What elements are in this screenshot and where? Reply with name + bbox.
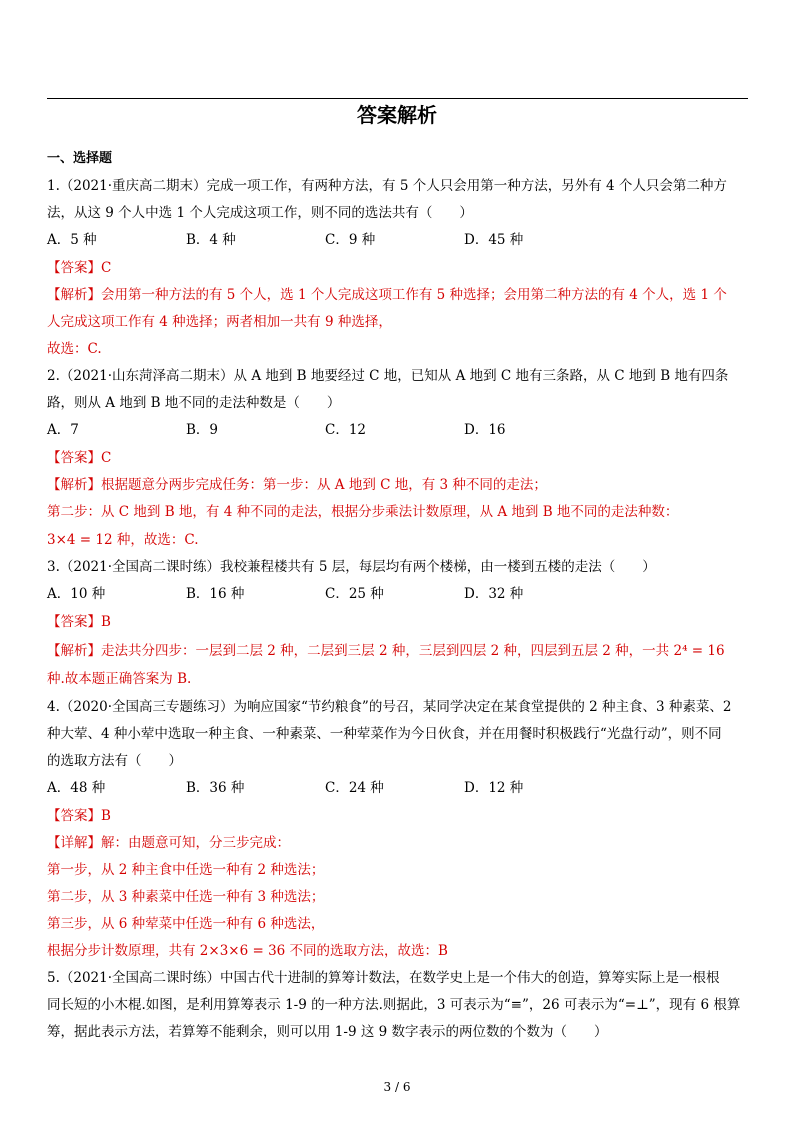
q1-text-line2: 法，从这 9 个人中选 1 个人完成这项工作，则不同的选法共有（ ）: [47, 205, 473, 221]
header-rule: [47, 98, 748, 99]
q4-explanation-line5: 根据分步计数原理，共有 2×3×6 = 36 不同的选取方法，故选：B: [47, 943, 448, 959]
q1-explanation-line2: 人完成这项工作有 4 种选择；两者相加一共有 9 种选择，: [47, 314, 392, 330]
q2-explanation-line3: 3×4 = 12 种，故选：C.: [47, 532, 199, 548]
q3-option-b: B．16 种: [186, 586, 245, 602]
q1-option-a: A．5 种: [47, 232, 97, 248]
q4-explanation-line4: 第三步，从 6 种荤菜中任选一种有 6 种选法，: [47, 916, 325, 932]
q4-explanation-line2: 第一步，从 2 种主食中任选一种有 2 种选法；: [47, 862, 325, 878]
q3-explanation-line2: 种.故本题正确答案为 B.: [47, 671, 192, 687]
q2-option-d: D．16: [464, 422, 506, 438]
q2-text-line1: 2.（2021·山东菏泽高二期末）从 A 地到 B 地要经过 C 地，已知从 A 地到 C 地有三条路，从 C 地到 B 地有四条: [47, 368, 729, 384]
q4-explanation-line3: 第二步，从 3 种素菜中任选一种有 3 种选法；: [47, 889, 325, 905]
q3-option-d: D．32 种: [464, 586, 524, 602]
q2-text-line2: 路，则从 A 地到 B 地不同的走法种数是（ ）: [47, 395, 341, 411]
q1-explanation-line1: 【解析】会用第一种方法的有 5 个人，选 1 个人完成这项工作有 5 种选择；会用第二种方法的有 4 个人，选 1 个: [47, 287, 727, 303]
q4-text-line2: 种大荤、4 种小荤中选取一种主食、一种素菜、一种荤菜作为今日伙食，并在用餐时积极践行“光盘行动”，则不同: [47, 726, 722, 742]
q2-explanation-line2: 第二步：从 C 地到 B 地，有 4 种不同的走法，根据分步乘法计数原理，从 A 地到 B 地不同的走法种数：: [47, 504, 679, 520]
q2-option-c: C．12: [325, 422, 367, 438]
q1-explanation-line3: 故选：C.: [47, 341, 102, 357]
q4-text-line3: 的选取方法有（ ）: [47, 753, 182, 769]
q4-option-b: B．36 种: [186, 780, 245, 796]
q4-answer: 【答案】B: [47, 808, 111, 824]
page-title: 答案解析: [357, 103, 437, 127]
q5-text-line3: 筹，据此表示方法，若算筹不能剩余，则可以用 1-9 这 9 数字表示的两位数的个数为（ ）: [47, 1024, 608, 1040]
q3-answer: 【答案】B: [47, 614, 111, 630]
q1-answer: 【答案】C: [47, 260, 112, 276]
q5-text-line2: 同长短的小木棍.如图，是利用算筹表示 1-9 的一种方法.则据此，3 可表示为“≡”，26 可表示为“=⊥”，现有 6 根算: [47, 997, 741, 1013]
q2-answer: 【答案】C: [47, 450, 112, 466]
q1-option-c: C．9 种: [325, 232, 376, 248]
q1-text-line1: 1.（2021·重庆高二期末）完成一项工作，有两种方法，有 5 个人只会用第一种方法，另外有 4 个人只会第二种方: [47, 178, 727, 194]
q3-text-line1: 3.（2021·全国高二课时练）我校兼程楼共有 5 层，每层均有两个楼梯，由一楼到五楼的走法（ ）: [47, 559, 656, 575]
q4-text-line1: 4.（2020·全国高三专题练习）为响应国家“节约粮食”的号召，某同学决定在某食堂提供的 2 种主食、3 种素菜、2: [47, 699, 732, 715]
q3-option-a: A．10 种: [47, 586, 106, 602]
page-number: 3 / 6: [383, 1080, 411, 1094]
q4-option-a: A．48 种: [47, 780, 106, 796]
q4-explanation-line1: 【详解】解：由题意可知，分三步完成：: [47, 835, 290, 851]
q2-option-b: B．9: [186, 422, 219, 438]
q4-option-d: D．12 种: [464, 780, 524, 796]
q1-option-d: D．45 种: [464, 232, 524, 248]
q5-text-line1: 5.（2021·全国高二课时练）中国古代十进制的算筹计数法，在数学史上是一个伟大的创造，算筹实际上是一根根: [47, 970, 720, 986]
section-heading: 一、选择题: [47, 151, 113, 166]
q4-option-c: C．24 种: [325, 780, 384, 796]
q3-option-c: C．25 种: [325, 586, 384, 602]
q2-explanation-line1: 【解析】根据题意分两步完成任务：第一步：从 A 地到 C 地，有 3 种不同的走法；: [47, 477, 547, 493]
q3-explanation-line1: 【解析】走法共分四步：一层到二层 2 种，二层到三层 2 种，三层到四层 2 种，四层到五层 2 种，一共 2⁴ = 16: [47, 643, 725, 659]
q2-option-a: A．7: [47, 422, 79, 438]
q1-option-b: B．4 种: [186, 232, 236, 248]
